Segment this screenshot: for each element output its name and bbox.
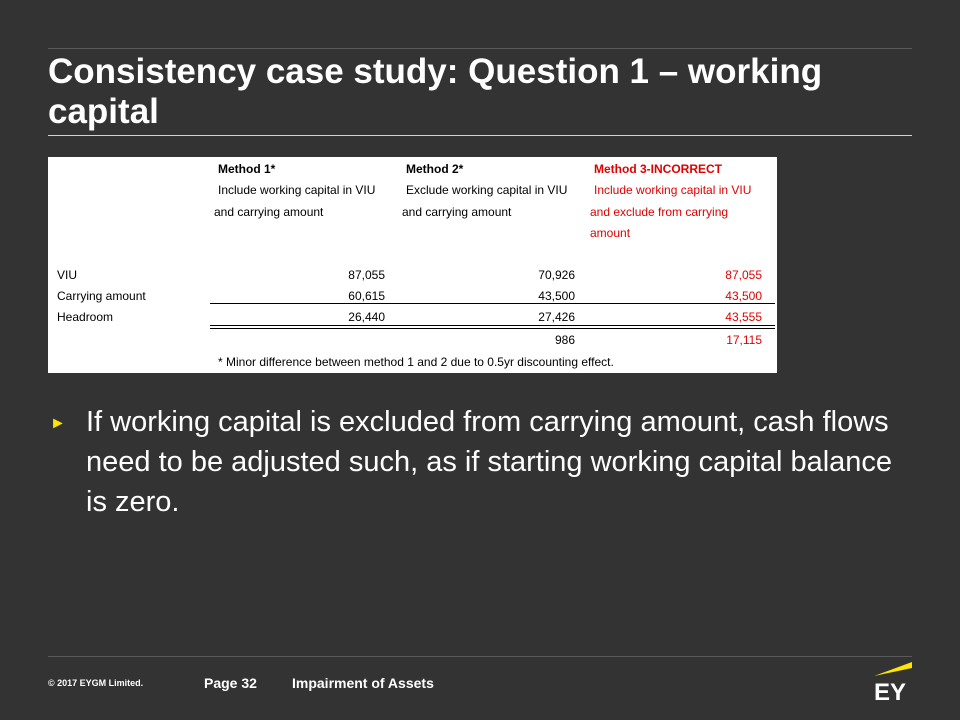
viu-method-1: 87,055	[348, 268, 385, 282]
slide-title: Consistency case study: Question 1 – working capital	[48, 52, 823, 131]
top-divider	[48, 48, 912, 49]
method-3-desc-line1: Include working capital in VIU	[594, 183, 752, 197]
working-capital-table	[48, 157, 777, 373]
table-footnote: * Minor difference between method 1 and 2 due to 0.5yr discounting effect.	[218, 355, 614, 369]
difference-method-3: 17,115	[726, 333, 762, 347]
footer-copyright: © 2017 EYGM Limited.	[48, 678, 144, 688]
row-label-headroom: Headroom	[57, 310, 114, 324]
title-underline	[48, 135, 912, 136]
carrying-method-2: 43,500	[538, 289, 575, 303]
total-line-lower	[210, 328, 775, 329]
viu-method-2: 70,926	[538, 268, 575, 282]
ey-logo	[872, 660, 914, 704]
method-3-header: Method 3-INCORRECT	[594, 162, 722, 176]
method-3-desc-line3: amount	[590, 226, 631, 240]
method-2-desc-line1: Exclude working capital in VIU	[406, 183, 568, 197]
headroom-method-2: 27,426	[538, 310, 575, 324]
carrying-method-1: 60,615	[348, 289, 385, 303]
headroom-method-3: 43,555	[725, 310, 762, 324]
bullet-arrow-icon: ►	[50, 415, 66, 432]
method-1-header: Method 1*	[218, 162, 276, 176]
ey-logo-text: EY	[874, 679, 907, 704]
footer-section-title: Impairment of Assets	[292, 675, 434, 691]
method-3-desc-line2: and exclude from carrying	[590, 205, 729, 219]
method-2-desc-line2: and carrying amount	[402, 205, 512, 219]
ey-logo-beam	[874, 662, 912, 676]
row-label-viu: VIU	[57, 268, 78, 282]
row-label-carrying-amount: Carrying amount	[57, 289, 146, 303]
method-1-desc-line1: Include working capital in VIU	[218, 183, 376, 197]
footer-divider	[48, 656, 912, 657]
viu-method-3: 87,055	[725, 268, 762, 282]
bullet-point-text: If working capital is excluded from carrying amount, cash flows need to be adjusted such, as if starting working capital balance is zero.	[86, 406, 893, 518]
carrying-method-3: 43,500	[725, 289, 762, 303]
subtotal-line	[210, 303, 775, 304]
headroom-method-1: 26,440	[348, 310, 385, 324]
footer-page-number: Page 32	[204, 675, 257, 691]
total-line-upper	[210, 325, 775, 326]
difference-method-2: 986	[554, 333, 575, 347]
method-2-header: Method 2*	[406, 162, 464, 176]
method-1-desc-line2: and carrying amount	[214, 205, 324, 219]
